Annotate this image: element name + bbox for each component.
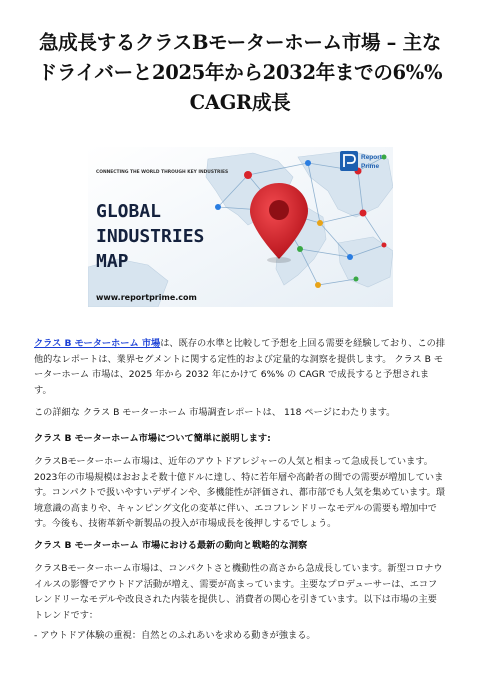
- banner-tagline: CONNECTING THE WORLD THROUGH KEY INDUSTRIES: [96, 170, 229, 175]
- trend-list: [34, 628, 446, 644]
- section-overview-text: クラスBモーターホーム市場は、近年のアウトドアレジャーの人気と相まって急成長しています。2023年の市場規模はおおよそ数十億ドルに達し、特に若年層や高齢者の間での需要が増加しています。コンパクトで扱いやすいデザインや、多機能性が評価され、都市部でも人気を集めています。環境意識の高まりや、キャンピング文化の変革に伴い、エコフレンドリーなモデルの需要も増加中です。今後も、技術革新や新製品の投入が市場成長を後押しするでしょう。: [34, 456, 446, 530]
- list-item: - アウトドア体験の重視：自然とのふれあいを求める動きが強まる。: [34, 630, 316, 641]
- logo-text-2: Prime: [361, 163, 380, 170]
- section-overview: [34, 431, 446, 447]
- banner-website: www.reportprime.com: [96, 293, 197, 302]
- global-industries-map-banner: [88, 147, 393, 307]
- title-line-3: CAGR成長: [189, 91, 291, 114]
- logo-text-1: Report: [361, 154, 382, 161]
- section-trends-text: クラスBモーターホーム市場は、コンパクトさと機動性の高さから急成長しています。新型コロナウイルスの影響でアウトドア活動が増え、需要が高まっています。主要なプロデューサーは、エコフレンドリーなモデルや改良された内装を提供し、消費者の関心を引きています。以下は市場の主要トレンドです：: [34, 563, 443, 621]
- title-line-1: 急成長するクラスBモーターホーム市場 – 主な: [38, 31, 442, 54]
- pages-note: [34, 405, 446, 421]
- page-title: [30, 28, 450, 118]
- banner-heading-1: GLOBAL: [96, 201, 162, 222]
- banner-image: [88, 147, 393, 307]
- market-link[interactable]: クラス B モーターホーム 市場: [34, 338, 161, 349]
- intro-text: は、既存の水準と比較して予想を上回る需要を経験しており、この排他的なレポートは、業界セグメントに関する定性的および定量的な洞察を提供します。 クラス B モーターホーム 市場は、2025 年から 2032 年にかけて 6%% の CAGR で成長すると予想されます。: [34, 338, 446, 396]
- banner-heading-3: MAP: [96, 251, 129, 272]
- section-trends-heading: クラス B モーターホーム 市場における最新の動向と戦略的な洞察: [34, 540, 308, 551]
- pages-note-text: この詳細な クラス B モーターホーム 市場調査レポートは、 118 ページにわたります。: [34, 407, 396, 418]
- section-overview-body: [34, 454, 446, 532]
- section-trends-body: [34, 561, 446, 623]
- title-line-2: ドライバーと2025年から2032年までの6%%: [37, 61, 443, 84]
- report-prime-logo: [340, 151, 358, 171]
- section-overview-heading: クラス B モーターホーム市場について簡単に説明します:: [34, 433, 271, 444]
- section-trends: [34, 538, 446, 554]
- banner-heading-2: INDUSTRIES: [96, 226, 205, 247]
- intro-paragraph: [34, 336, 446, 398]
